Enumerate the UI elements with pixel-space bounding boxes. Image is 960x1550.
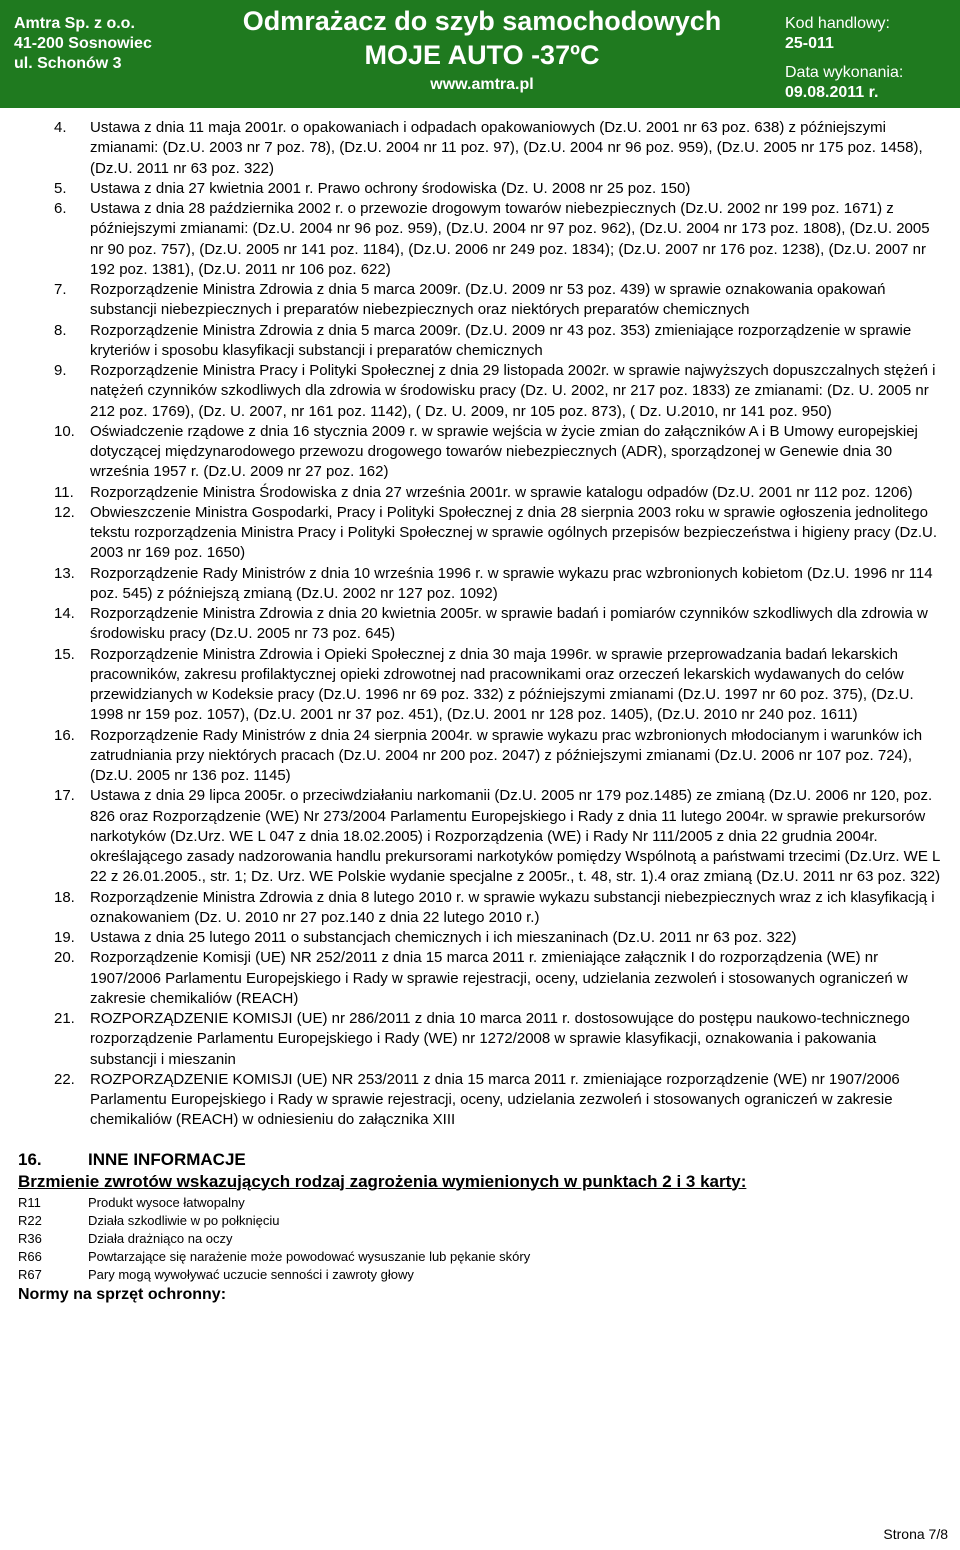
- list-item: [18, 280, 943, 321]
- document-body: [18, 118, 943, 1306]
- r-phrase-code: R11: [18, 1194, 41, 1210]
- list-item: [18, 179, 943, 199]
- list-item: [18, 1266, 943, 1284]
- list-item: [18, 199, 943, 280]
- website-link[interactable]: www.amtra.pl: [430, 76, 534, 93]
- section-heading: [18, 1149, 943, 1171]
- list-item: [18, 422, 943, 483]
- list-text: Ustawa z dnia 25 lutego 2011 o substancjach chemicznych i ich mieszaninach (Dz.U. 2011 nr 63 poz. 322): [90, 929, 797, 946]
- list-item: [18, 1212, 943, 1230]
- company-street: ul. Schonów 3: [14, 55, 122, 72]
- section-title: INNE INFORMACJE: [88, 1149, 246, 1169]
- page-label: Strona: [883, 1526, 925, 1542]
- list-number: 21.: [54, 1010, 75, 1027]
- list-text: Oświadczenie rządowe z dnia 16 stycznia 2009 r. w sprawie wejścia w życie zmian do załączników A i B Umowy europejskiej dotyczącej międzynarodowego przewozu drogowego towarów niebezpiecznych (ADR), sporządzonej w Genewie dnia 30 września 1957 r. (Dz.U. 2009 nr 27 poz. 162): [90, 422, 918, 481]
- product-title-block: [222, 4, 742, 96]
- list-text: ROZPORZĄDZENIE KOMISJI (UE) nr 286/2011 z dnia 10 marca 2011 r. dostosowujące do postępu naukowo-technicznego rozporządzenie Parlamentu Europejskiego i Rady (WE) nr 1272/2008 w sprawie klasyfikacji, oznakowania i pakowania substancji i mieszanin: [90, 1010, 910, 1068]
- list-item: [18, 604, 943, 645]
- page-number: 7/8: [928, 1526, 948, 1542]
- list-item: [18, 726, 943, 787]
- page-footer: [883, 1526, 948, 1542]
- trade-code-value: 25-011: [785, 35, 834, 52]
- list-number: 13.: [54, 564, 75, 582]
- r-phrase-code: R66: [18, 1248, 42, 1264]
- list-text: Rozporządzenie Ministra Środowiska z dnia 27 września 2001r. w sprawie katalogu odpadów (Dz.U. 2001 nr 112 poz. 1206): [90, 483, 913, 501]
- list-item: [18, 645, 943, 726]
- r-phrase-text: Powtarzające się narażenie może powodować wysuszanie lub pękanie skóry: [88, 1248, 531, 1264]
- r-phrases-list: [18, 1194, 943, 1284]
- list-number: 9.: [54, 362, 67, 379]
- list-text: Rozporządzenie Ministra Zdrowia z dnia 8 lutego 2010 r. w sprawie wykazu substancji niebezpiecznych wraz z ich klasyfikacją i oznakowaniem (Dz. U. 2010 nr 27 poz.140 z dnia 22 lutego 2010 r.): [90, 888, 935, 926]
- r-phrase-text: Pary mogą wywoływać uczucie senności i zawroty głowy: [88, 1266, 414, 1282]
- list-text: Rozporządzenie Ministra Zdrowia z dnia 5 marca 2009r. (Dz.U. 2009 nr 43 poz. 353) zmieniające rozporządzenie w sprawie kryteriów i sposobu klasyfikacji substancji i preparatów chemicznych: [90, 321, 912, 359]
- list-text: Rozporządzenie Ministra Pracy i Polityki Społecznej z dnia 29 listopada 2002r. w sprawie najwyższych dopuszczalnych stężeń i natężeń czynników szkodliwych dla zdrowia w środowisku pracy (Dz. U. 2002, nr 217 poz. 1833) ze zmianami: (Dz. U. 2005 nr 212 poz. 1769), (Dz. U. 2007, nr 161 poz. 1142), ( Dz. U. 2009, nr 105 poz. 873), ( Dz. U.2010, nr 141 poz. 950): [90, 362, 936, 420]
- list-item: [18, 948, 943, 1009]
- r-phrase-text: Działa drażniąco na oczy: [88, 1230, 233, 1246]
- list-item: [18, 483, 943, 503]
- r-phrase-text: Produkt wysoce łatwopalny: [88, 1194, 245, 1210]
- list-text: Ustawa z dnia 29 lipca 2005r. o przeciwdziałaniu narkomanii (Dz.U. 2005 nr 179 poz.1485) ze zmianą (Dz.U. 2006 nr 120, poz. 826 oraz Rozporządzenie (WE) Nr 273/2004 Parlamentu Europejskiego i Rady z dnia 11 lutego 2004r. w sprawie prekursorów narkotyków (Dz.Urz. WE L 047 z dnia 18.02.2005) i Rozporządzenia (WE) i Rady Nr 111/2005 z dnia 22 grudnia 2004r. określającego zasady nadzorowania handlu prekursorami narkotyków pomiędzy Wspólnotą a państwami trzecimi (Dz.Urz. WE L 22 z 26.01.2005., str. 1; Dz. Urz. WE Polskie wydanie specjalne z 2005r., t. 48, str. 1).4 oraz zmianą (Dz.U. 2011 nr 63 poz. 322): [90, 787, 941, 886]
- list-item: [18, 1009, 943, 1070]
- list-number: 22.: [54, 1070, 75, 1088]
- list-item: [18, 503, 943, 564]
- list-text: Rozporządzenie Rady Ministrów z dnia 24 sierpnia 2004r. w sprawie wykazu prac wzbronionych młodocianym i warunków ich zatrudniania przy niektórych pracach (Dz.U. 2004 nr 200 poz. 2047) z późniejszymi zmianami (Dz.U. 2006 nr 107 poz. 724), (Dz.U. 2005 nr 136 poz. 1145): [90, 726, 923, 784]
- list-item: [18, 928, 943, 948]
- list-number: 16.: [54, 726, 75, 744]
- document-meta: [785, 14, 955, 103]
- trade-code-label: Kod handlowy:: [785, 15, 890, 32]
- list-item: [18, 564, 943, 605]
- company-info: [14, 14, 164, 74]
- list-number: 19.: [54, 929, 75, 946]
- list-text: Ustawa z dnia 11 maja 2001r. o opakowaniach i odpadach opakowaniowych (Dz.U. 2001 nr 63 poz. 638) z późniejszymi zmianami: (Dz.U. 2003 nr 7 poz. 78), (Dz.U. 2004 nr 11 poz. 97), (Dz.U. 2004 nr 96 poz. 959), (Dz.U. 2005 nr 175 poz. 1458), (Dz.U. 2011 nr 63 poz. 322): [90, 119, 923, 177]
- list-item: [18, 321, 943, 362]
- r-phrase-code: R22: [18, 1212, 42, 1228]
- r-phrase-text: Działa szkodliwie w po połknięciu: [88, 1212, 280, 1228]
- list-text: Ustawa z dnia 27 kwietnia 2001 r. Prawo ochrony środowiska (Dz. U. 2008 nr 25 poz. 150): [90, 179, 691, 197]
- list-item: [18, 888, 943, 929]
- date-label: Data wykonania:: [785, 64, 904, 81]
- list-number: 6.: [54, 200, 67, 217]
- company-name: Amtra Sp. z o.o.: [14, 15, 135, 32]
- list-item: [18, 1248, 943, 1266]
- list-text: Ustawa z dnia 28 października 2002 r. o przewozie drogowym towarów niebezpiecznych (Dz.U. 2002 nr 199 poz. 1671) z późniejszymi zmianami: (Dz.U. 2004 nr 96 poz. 959), (Dz.U. 2004 nr 97 poz. 962), (Dz.U. 2004 nr 173 poz. 1808), (Dz.U. 2005 nr 90 poz. 757), (Dz.U. 2005 nr 141 poz. 1184), (Dz.U. 2006 nr 249 poz. 1834); (Dz.U. 2007 nr 176 poz. 1238), (Dz.U. 2007 nr 192 poz. 1381), (Dz.U. 2011 nr 106 poz. 622): [90, 200, 930, 278]
- list-number: 7.: [54, 281, 67, 298]
- section-number: 16.: [18, 1149, 42, 1169]
- list-item: [18, 1230, 943, 1248]
- r-phrases-heading: Brzmienie zwrotów wskazujących rodzaj zagrożenia wymienionych w punktach 2 i 3 karty:: [18, 1171, 747, 1191]
- list-number: 12.: [54, 503, 75, 521]
- list-number: 15.: [54, 645, 75, 663]
- list-number: 4.: [54, 119, 67, 136]
- document-header: [0, 0, 960, 108]
- list-number: 11.: [54, 483, 74, 501]
- list-text: Rozporządzenie Rady Ministrów z dnia 10 września 1996 r. w sprawie wykazu prac wzbronionych kobietom (Dz.U. 1996 nr 114 poz. 545) z późniejszą zmianą (Dz.U. 2002 nr 127 poz. 1092): [90, 564, 933, 602]
- list-item: [18, 118, 943, 179]
- r-phrase-code: R67: [18, 1266, 42, 1282]
- list-text: Rozporządzenie Ministra Zdrowia z dnia 20 kwietnia 2005r. w sprawie badań i pomiarów czynników szkodliwych dla zdrowia w środowisku pracy (Dz.U. 2005 nr 73 poz. 645): [90, 605, 928, 643]
- product-name: MOJE AUTO -37ºC: [364, 40, 600, 70]
- product-title: Odmrażacz do szyb samochodowych: [242, 6, 722, 36]
- list-number: 17.: [54, 787, 75, 805]
- r-phrase-code: R36: [18, 1230, 42, 1246]
- company-city: 41-200 Sosnowiec: [14, 35, 152, 52]
- list-text: Rozporządzenie Ministra Zdrowia z dnia 5 marca 2009r. (Dz.U. 2009 nr 53 poz. 439) w sprawie oznakowania opakowań substancji niebezpiecznych i preparatów niebezpiecznych oraz niektórych preparatów chemicznych: [90, 281, 886, 319]
- list-item: [18, 786, 943, 887]
- list-number: 5.: [54, 179, 67, 197]
- regulations-list: [18, 118, 943, 1131]
- protective-equipment-heading: Normy na sprzęt ochronny:: [18, 1285, 227, 1303]
- date-value: 09.08.2011 r.: [785, 84, 879, 101]
- list-text: Rozporządzenie Komisji (UE) NR 252/2011 z dnia 15 marca 2011 r. zmieniające załącznik I do rozporządzenia (WE) nr 1907/2006 Parlamentu Europejskiego i Rady w sprawie rejestracji, oceny, udzielania zezwoleń i stosowanych ograniczeń w zakresie chemikaliów (REACH): [90, 949, 908, 1007]
- list-text: ROZPORZĄDZENIE KOMISJI (UE) NR 253/2011 z dnia 15 marca 2011 r. zmieniające rozporządzenie (WE) nr 1907/2006 Parlamentu Europejskiego i Rady w sprawie rejestracji, oceny, udzielania zezwoleń i stosowanych ograniczeń w zakresie chemikaliów (REACH) w odniesieniu do załącznika XIII: [90, 1070, 900, 1129]
- list-number: 8.: [54, 321, 67, 339]
- list-number: 20.: [54, 949, 75, 967]
- list-item: [18, 1070, 943, 1131]
- list-number: 18.: [54, 888, 75, 906]
- list-number: 14.: [54, 605, 75, 622]
- list-number: 10.: [54, 422, 75, 440]
- list-item: [18, 361, 943, 422]
- list-item: [18, 1194, 943, 1212]
- list-text: Obwieszczenie Ministra Gospodarki, Pracy i Polityki Społecznej z dnia 28 sierpnia 2003 roku w sprawie ogłoszenia jednolitego tekstu rozporządzenia Ministra Pracy i Polityki Społecznej w sprawie ogólnych przepisów bezpieczeństwa i higieny pracy (Dz.U. 2003 nr 169 poz. 1650): [90, 503, 938, 562]
- list-text: Rozporządzenie Ministra Zdrowia i Opieki Społecznej z dnia 30 maja 1996r. w sprawie przeprowadzania badań lekarskich pracowników, zakresu profilaktycznej opieki zdrowotnej nad pracownikami oraz orzeczeń lekarskich wydawanych do celów przewidzianych w Kodeksie pracy (Dz.U. 1996 nr 69 poz. 332) z późniejszymi zmianami (Dz.U. 1997 nr 60 poz. 375), (Dz.U. 1998 nr 159 poz. 1057), (Dz.U. 2001 nr 37 poz. 451), (Dz.U. 2001 nr 128 poz. 1405), (Dz.U. 2010 nr 240 poz. 1611): [90, 645, 914, 724]
